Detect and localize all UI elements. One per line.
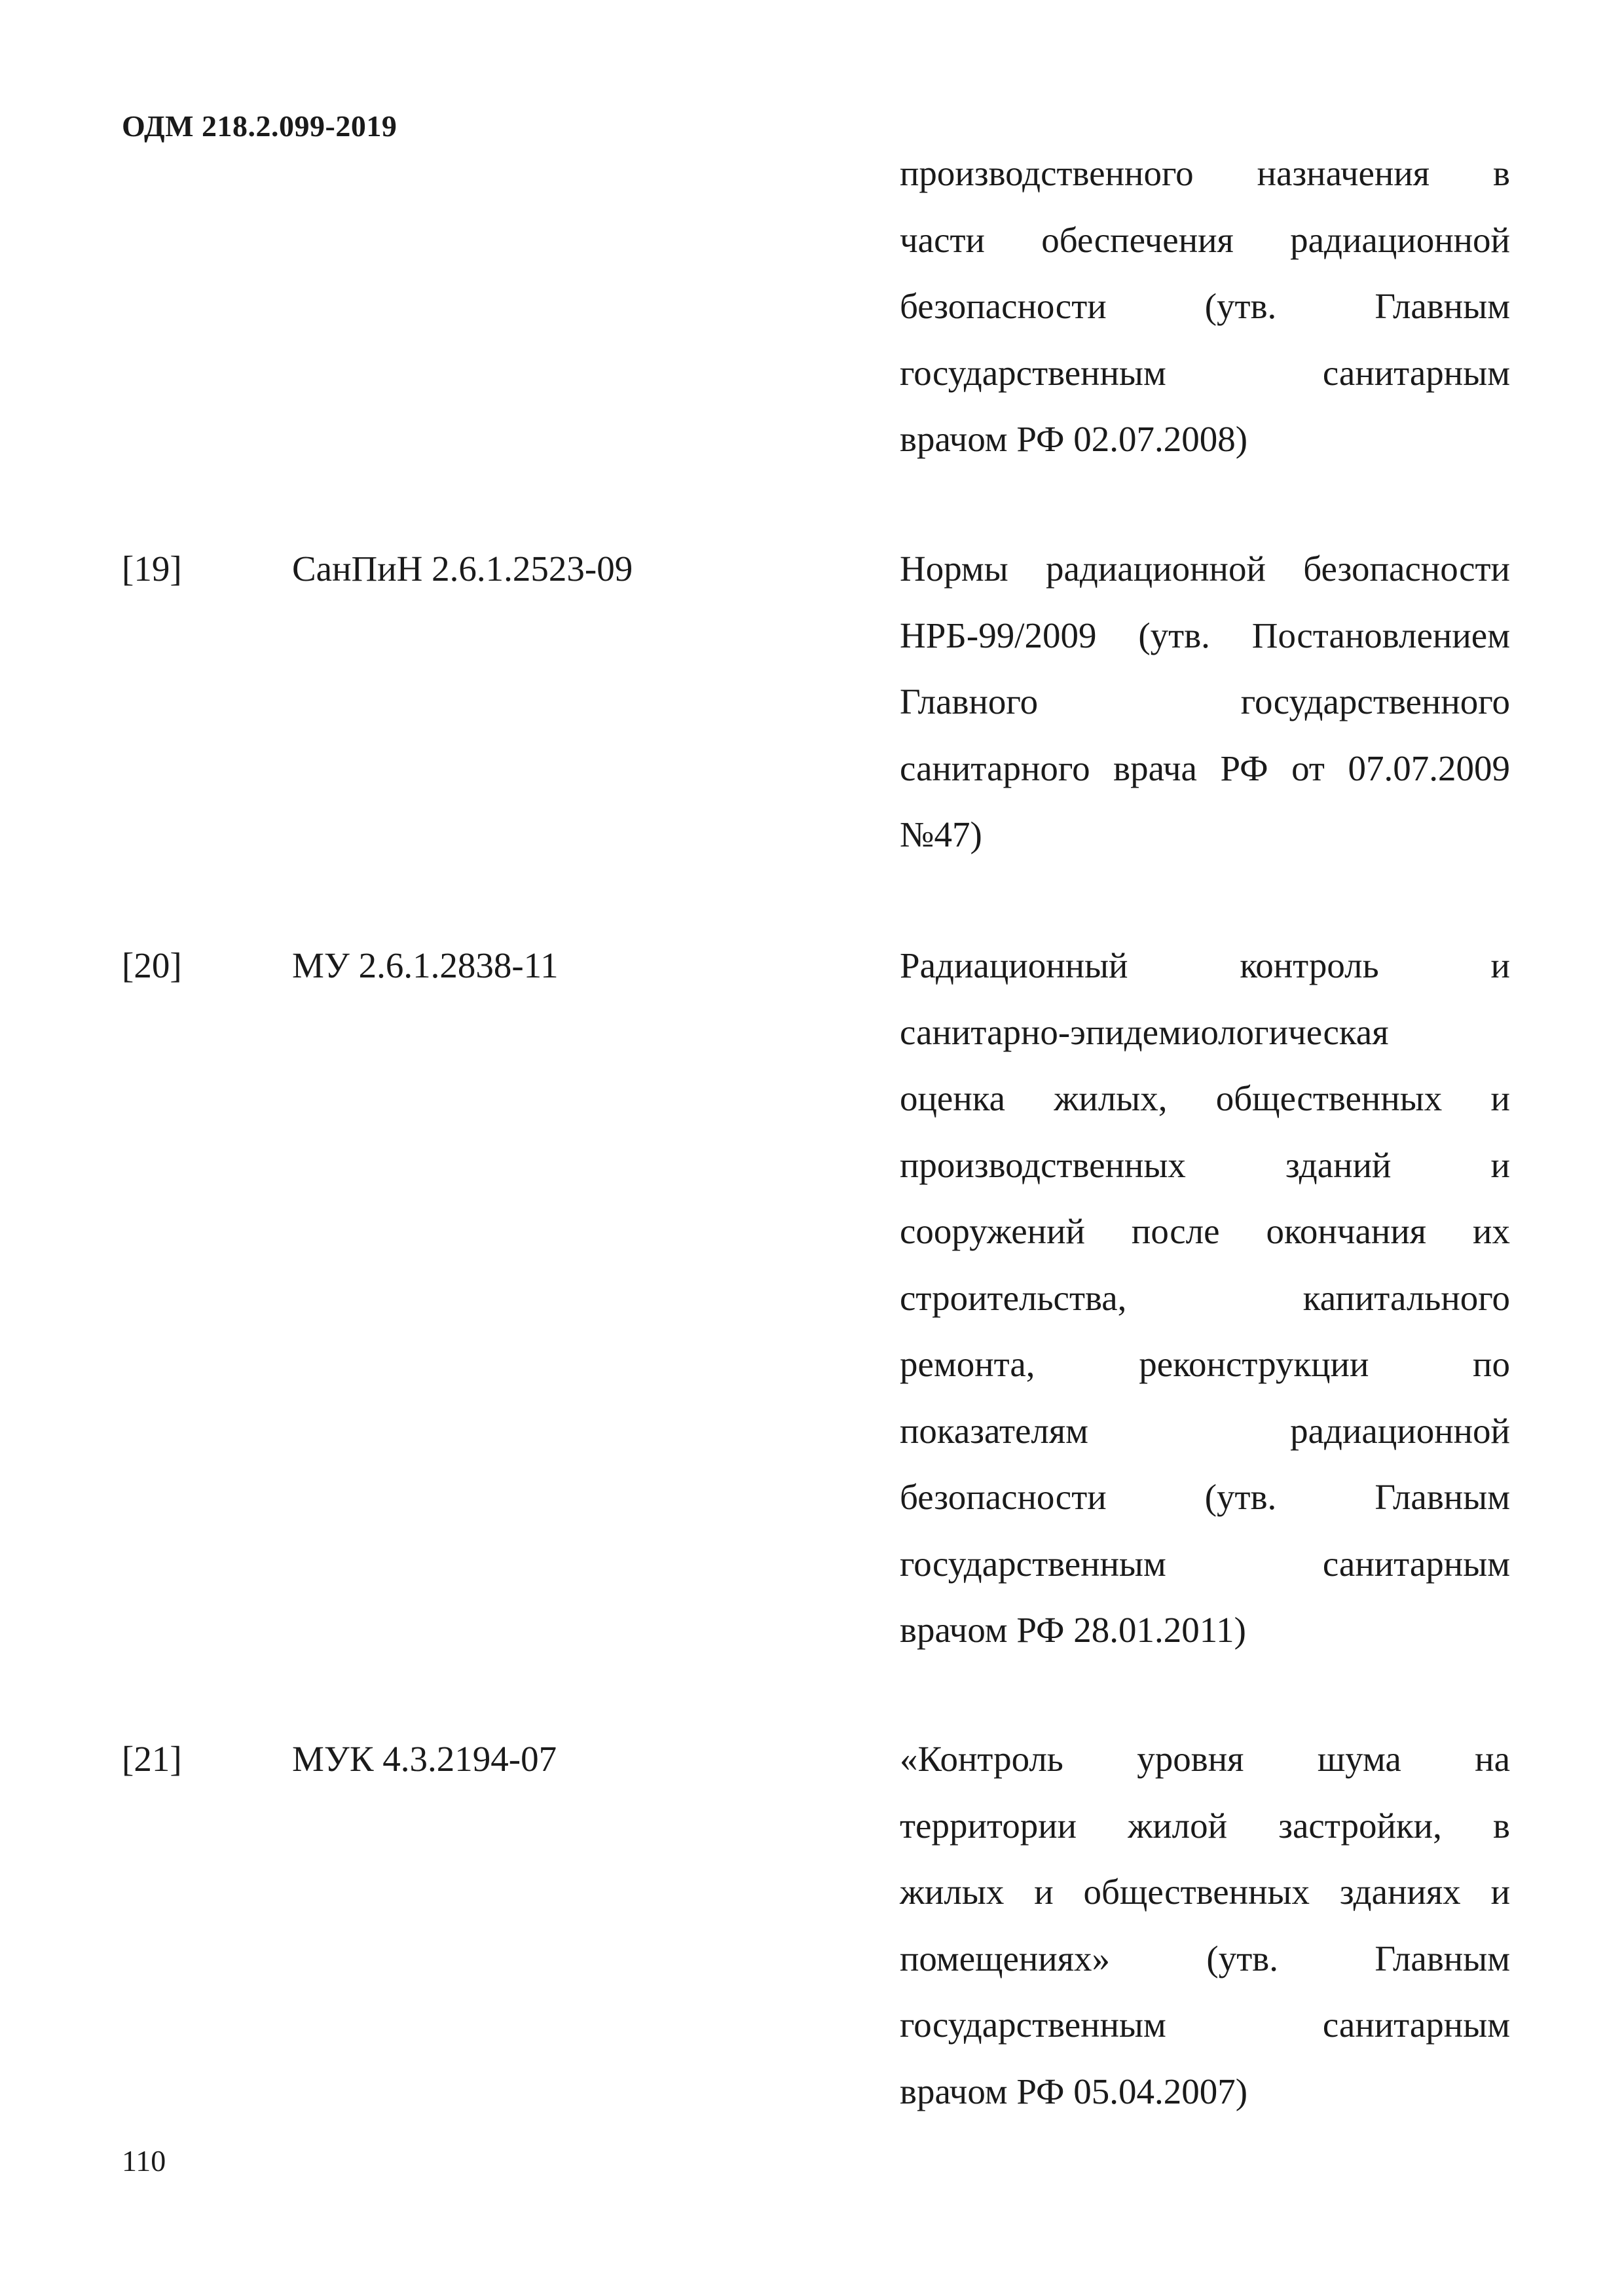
- description-line: №47): [900, 814, 982, 854]
- description-line: Главного государственного: [900, 682, 1510, 721]
- description-line: производственных зданий и: [900, 1144, 1510, 1185]
- description-line: Радиационный контроль и: [900, 945, 1510, 985]
- document-code-header: ОДМ 218.2.099-2019: [122, 109, 397, 143]
- description-line: государственным санитарным: [900, 352, 1510, 393]
- description-line: ремонта, реконструкции по: [900, 1344, 1510, 1384]
- reference-description: [900, 932, 1510, 1664]
- description-line: НРБ-99/2009 (утв. Постановлением: [900, 615, 1510, 655]
- page-number: 110: [122, 2144, 166, 2178]
- description-line: санитарного врача РФ от 07.07.2009: [900, 748, 1510, 788]
- description-line: территории жилой застройки, в: [900, 1805, 1510, 1846]
- description-line: санитарно-эпидемиологическая: [900, 1011, 1389, 1052]
- reference-code: СанПиН 2.6.1.2523-09: [292, 549, 633, 589]
- description-line: производственного назначения в: [900, 153, 1510, 193]
- description-line: врачом РФ 05.04.2007): [900, 2071, 1248, 2111]
- continuation-description: [900, 140, 1510, 473]
- description-line: Нормы радиационной безопасности: [900, 549, 1510, 589]
- description-line: строительства, капитального: [900, 1277, 1510, 1318]
- description-line: части обеспечения радиационной: [900, 219, 1510, 260]
- reference-code: МУ 2.6.1.2838-11: [292, 945, 559, 985]
- description-line: безопасности (утв. Главным: [900, 1477, 1510, 1517]
- description-line: государственным санитарным: [900, 1543, 1510, 1584]
- description-line: безопасности (утв. Главным: [900, 286, 1510, 326]
- reference-number: [19]: [122, 549, 182, 589]
- description-line: врачом РФ 02.07.2008): [900, 419, 1248, 459]
- description-line: показателям радиационной: [900, 1410, 1510, 1451]
- description-line: сооружений после окончания их: [900, 1211, 1510, 1251]
- reference-description: [900, 1726, 1510, 2124]
- description-line: «Контроль уровня шума на: [900, 1739, 1510, 1779]
- description-line: оценка жилых, общественных и: [900, 1078, 1510, 1118]
- description-line: врачом РФ 28.01.2011): [900, 1610, 1246, 1650]
- reference-number: [21]: [122, 1739, 182, 1779]
- description-line: помещениях» (утв. Главным: [900, 1938, 1510, 1978]
- reference-code: МУК 4.3.2194-07: [292, 1739, 557, 1779]
- description-line: жилых и общественных зданиях и: [900, 1872, 1510, 1912]
- reference-description: [900, 536, 1510, 868]
- reference-number: [20]: [122, 945, 182, 985]
- description-line: государственным санитарным: [900, 2005, 1510, 2045]
